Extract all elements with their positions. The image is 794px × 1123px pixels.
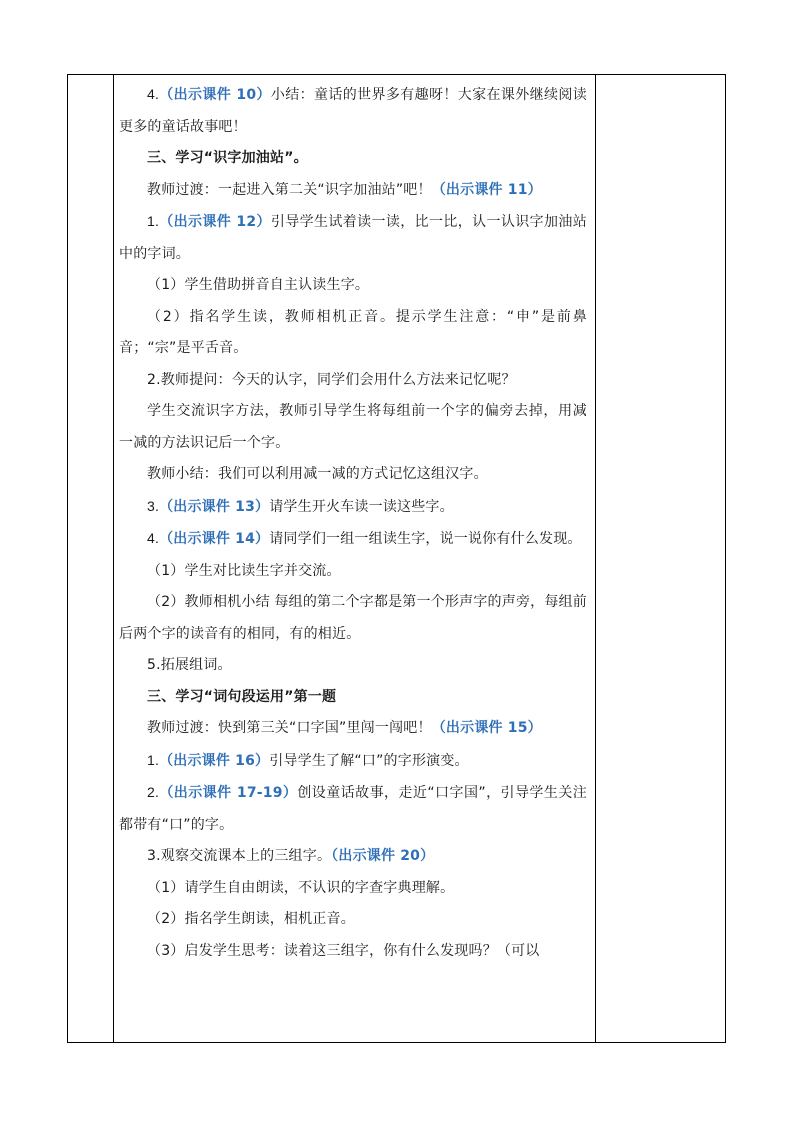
paragraph [119, 556, 587, 588]
courseware-reference: （出示课件 20） [331, 848, 435, 864]
paragraph-text: 创设童话故事，走近“口字国”，引导学生关注都带有“口”的字。 [119, 785, 587, 833]
lesson-content-cell [115, 75, 593, 967]
courseware-reference: （出示课件 14） [159, 531, 270, 547]
paragraph-number: 4. [147, 530, 160, 546]
paragraph [119, 396, 587, 459]
paragraph-text: （1）学生对比读生字并交流。 [147, 562, 341, 579]
courseware-reference: （出示课件 15） [431, 720, 542, 736]
paragraph-text: 学生交流识字方法，教师引导学生将每组前一个字的偏旁去掉，用减一减的方法识记后一个字。 [119, 403, 587, 451]
paragraph-text: （2）教师相机小结 每组的第二个字都是第一个形声字的声旁，每组前后两个字的读音有的相同，有的相近。 [119, 594, 587, 642]
courseware-reference: （出示课件 10） [159, 87, 271, 103]
courseware-reference: （出示课件 11） [431, 181, 542, 198]
paragraph-number: 1. [147, 213, 160, 229]
paragraph [119, 904, 587, 936]
paragraph [119, 206, 587, 270]
paragraph [119, 175, 587, 207]
paragraph-text: 引导学生了解“口”的字形演变。 [269, 752, 469, 769]
paragraph-text: 5.拓展组词。 [147, 657, 232, 673]
paragraph [119, 841, 587, 873]
column-divider-left [113, 75, 114, 1042]
paragraph [119, 270, 587, 302]
paragraph-text: （2）指名学生朗读，相机正音。 [147, 911, 355, 927]
paragraph-text: 请学生开火车读一读这些字。 [269, 498, 454, 515]
paragraph-number: 3. [147, 497, 160, 514]
paragraph [119, 650, 587, 682]
paragraph-number: 4. [147, 86, 160, 102]
courseware-reference: （出示课件 12） [159, 214, 271, 230]
paragraph [119, 745, 587, 778]
paragraph [119, 143, 587, 175]
paragraph [119, 79, 587, 143]
paragraph-text: 请同学们一组一组读生字，说一说你有什么发现。 [269, 531, 582, 547]
paragraph-text: （1）学生借助拼音自主认读生字。 [147, 277, 370, 293]
courseware-reference: （出示课件 17-19） [159, 785, 298, 801]
paragraph [119, 682, 587, 714]
paragraph-text: （2）指名学生读，教师相机正音。提示学生注意：“申”是前鼻音；“宗”是平舌音。 [119, 308, 587, 356]
paragraph-text: 三、学习“识字加油站”。 [147, 150, 308, 166]
column-divider-right [595, 75, 596, 1042]
courseware-reference: （出示课件 13） [159, 498, 270, 515]
paragraph [119, 523, 587, 556]
paragraph-text: （3）启发学生思考：读着这三组字，你有什么发现吗？（可以 [147, 942, 540, 959]
paragraph-text: 教师小结：我们可以利用减一减的方式记忆这组汉字。 [147, 466, 488, 482]
lesson-table [67, 74, 726, 1043]
paragraph-text: 引导学生试着读一读，比一比，认一认识字加油站中的字词。 [119, 214, 587, 262]
paragraph-text: 教师过渡：一起进入第二关“识字加油站”吧！ [147, 181, 432, 198]
paragraph-text: 教师过渡：快到第三关“口字国”里闯一闯吧！ [147, 720, 432, 736]
paragraph [119, 936, 587, 968]
paragraph-number: 1. [147, 751, 160, 768]
paragraph-text: 小结：童话的世界多有趣呀！大家在课外继续阅读更多的童话故事吧！ [119, 87, 587, 135]
paragraph [119, 873, 587, 905]
paragraph [119, 491, 587, 524]
paragraph [119, 459, 587, 491]
paragraph [119, 365, 587, 397]
paragraph-text: 2.教师提问：今天的认字，同学们会用什么方法来记忆呢？ [147, 371, 516, 388]
courseware-reference: （出示课件 16） [159, 752, 270, 769]
paragraph-number: 2. [147, 784, 160, 800]
paragraph [119, 713, 587, 745]
paragraph [119, 587, 587, 650]
paragraph-text: 3.观察交流课本上的三组字。 [147, 848, 332, 864]
paragraph [119, 777, 587, 841]
paragraph [119, 302, 587, 365]
paragraph-text: 三、学习“词句段运用”第一题 [147, 688, 337, 705]
paragraph-text: （1）请学生自由朗读，不认识的字查字典理解。 [147, 879, 455, 896]
